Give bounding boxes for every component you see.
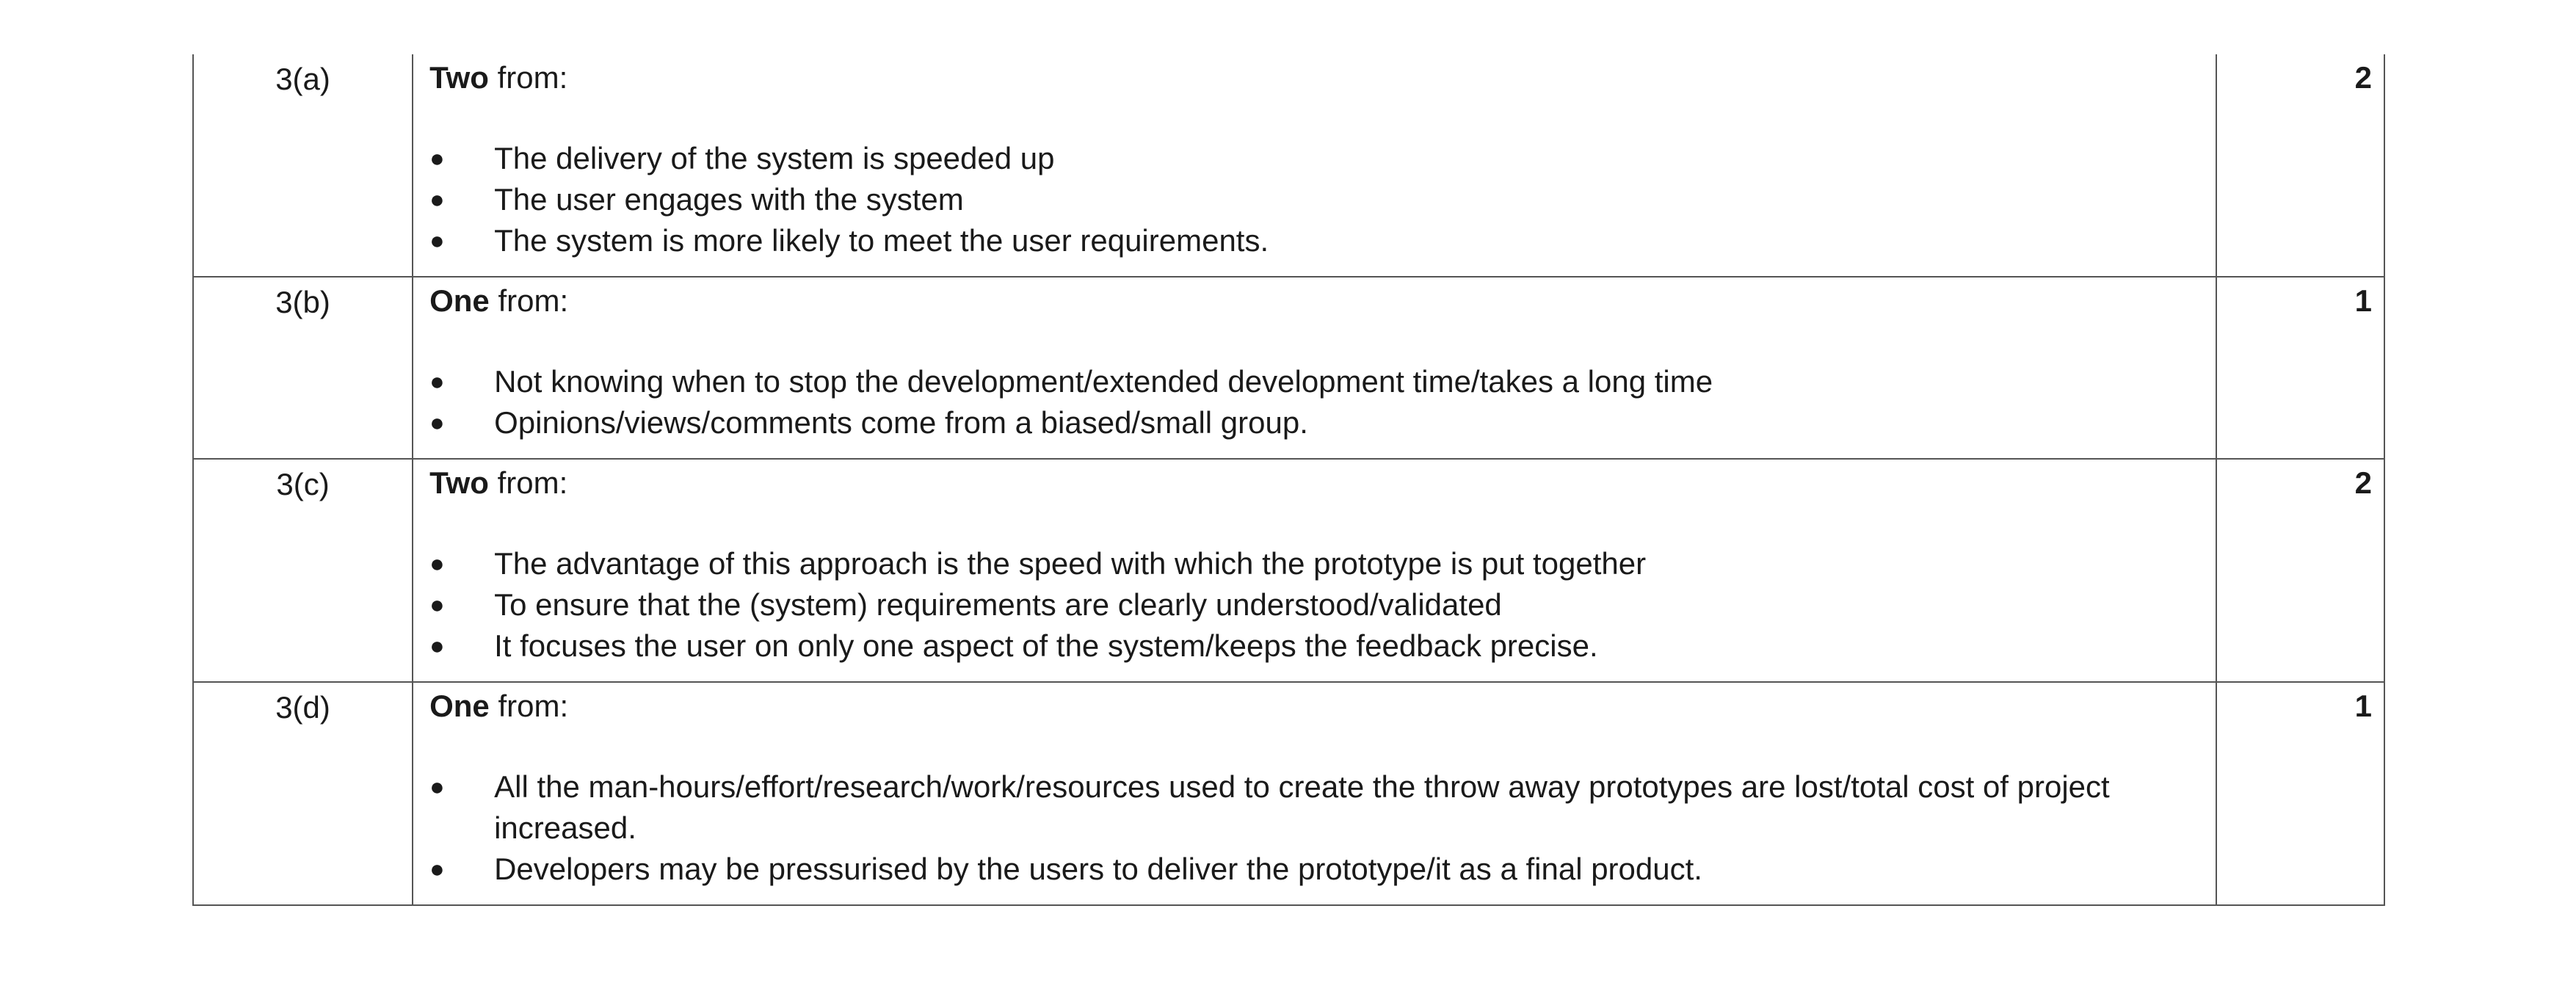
- answer-point: [429, 766, 2201, 849]
- answer-cell: [413, 277, 2216, 459]
- answer-point-text: All the man-hours/effort/research/work/resources used to create the throw away prototypes are lost/total cost of project increased.: [494, 769, 2110, 845]
- marks-cell: 1: [2216, 682, 2384, 905]
- answer-lead-rest: from:: [489, 689, 569, 723]
- answer-point-text: To ensure that the (system) requirements are clearly understood/validated: [494, 587, 1502, 622]
- mark-scheme-table: [192, 54, 2385, 906]
- bullet-icon: ●: [429, 409, 445, 437]
- answer-lead-rest: from:: [488, 60, 568, 95]
- answer-point: [429, 625, 2201, 667]
- answer-points: [429, 766, 2201, 890]
- answer-point: [429, 138, 2201, 179]
- bullet-icon: ●: [429, 855, 445, 883]
- answer-cell: [413, 54, 2216, 277]
- answer-point-text: Developers may be pressurised by the users to deliver the prototype/it as a final product.: [494, 852, 1702, 886]
- answer-lead-bold: Two: [429, 60, 489, 95]
- question-number-cell: [193, 277, 413, 459]
- answer-point-text: The user engages with the system: [494, 182, 964, 217]
- bullet-icon: ●: [429, 632, 445, 660]
- question-number: 3(b): [275, 285, 330, 319]
- answer-point-text: The delivery of the system is speeded up: [494, 141, 1055, 175]
- answer-points: [429, 138, 2201, 261]
- answer-lead: [429, 462, 2201, 504]
- marks-cell: 2: [2216, 54, 2384, 277]
- answer-point-text: Opinions/views/comments come from a biased/small group.: [494, 405, 1308, 440]
- bullet-icon: ●: [429, 145, 445, 173]
- answer-point: [429, 361, 2201, 402]
- marks-cell: 2: [2216, 459, 2384, 682]
- answer-lead-rest: from:: [488, 465, 568, 500]
- question-number-cell: [193, 682, 413, 905]
- table-row: [193, 459, 2384, 682]
- table-row: [193, 54, 2384, 277]
- answer-point: [429, 220, 2201, 261]
- answer-point: [429, 179, 2201, 220]
- answer-lead-bold: One: [429, 689, 490, 723]
- question-number: 3(d): [275, 690, 330, 725]
- answer-cell: [413, 459, 2216, 682]
- answer-lead-bold: One: [429, 283, 490, 318]
- answer-points: [429, 543, 2201, 667]
- answer-point: [429, 543, 2201, 584]
- table-row: [193, 682, 2384, 905]
- answer-point: [429, 584, 2201, 625]
- bullet-icon: ●: [429, 550, 445, 578]
- answer-point-text: Not knowing when to stop the development/extended development time/takes a long time: [494, 364, 1713, 399]
- answer-lead-rest: from:: [489, 283, 569, 318]
- answer-point-text: It focuses the user on only one aspect of the system/keeps the feedback precise.: [494, 628, 1598, 663]
- question-number: 3(c): [276, 467, 330, 501]
- answer-lead: [429, 686, 2201, 727]
- bullet-icon: ●: [429, 227, 445, 255]
- answer-points: [429, 361, 2201, 443]
- question-number-cell: [193, 54, 413, 277]
- table-row: [193, 277, 2384, 459]
- answer-cell: [413, 682, 2216, 905]
- answer-lead: [429, 280, 2201, 322]
- answer-point-text: The system is more likely to meet the user requirements.: [494, 223, 1269, 258]
- bullet-icon: ●: [429, 368, 445, 396]
- answer-lead: [429, 57, 2201, 98]
- marks-cell: 1: [2216, 277, 2384, 459]
- answer-lead-bold: Two: [429, 465, 489, 500]
- answer-point-text: The advantage of this approach is the speed with which the prototype is put together: [494, 546, 1647, 581]
- answer-point: [429, 402, 2201, 443]
- question-number-cell: [193, 459, 413, 682]
- bullet-icon: ●: [429, 591, 445, 619]
- bullet-icon: ●: [429, 186, 445, 214]
- question-number: 3(a): [275, 62, 330, 96]
- answer-point: [429, 849, 2201, 890]
- bullet-icon: ●: [429, 773, 445, 801]
